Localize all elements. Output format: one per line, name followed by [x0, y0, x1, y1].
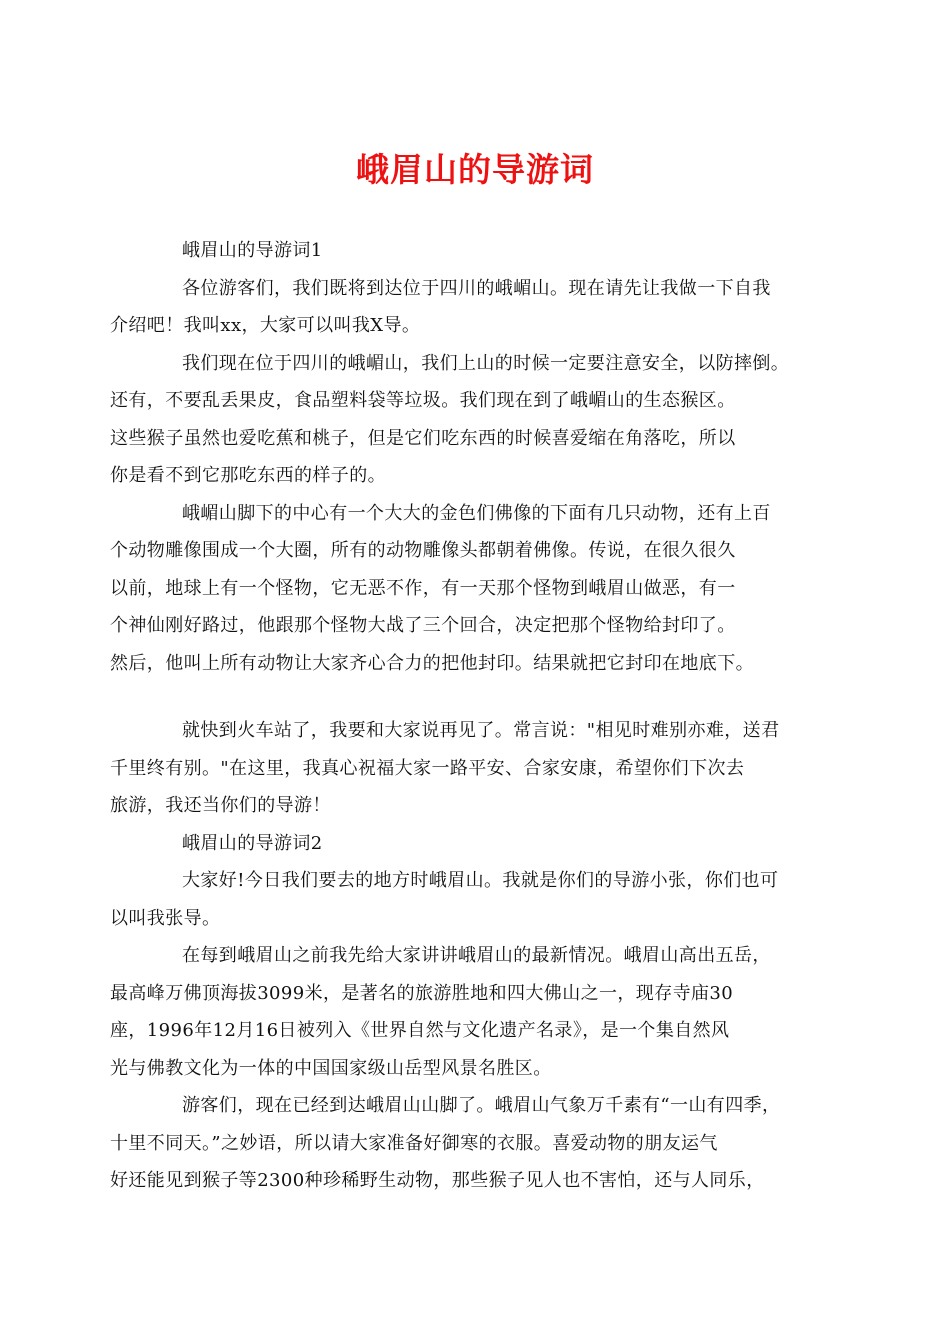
- text-line: 个神仙刚好路过，他跟那个怪物大战了三个回合，决定把那个怪物给封印了。: [110, 615, 736, 636]
- text-line: 还有，不要乱丢果皮，食品塑料袋等垃圾。我们现在到了峨嵋山的生态猴区。: [110, 390, 736, 411]
- paragraph: [110, 862, 826, 937]
- paragraph: [110, 712, 826, 825]
- text-line: 个动物雕像围成一个大圈，所有的动物雕像头都朝着佛像。传说，在很久很久: [110, 540, 736, 561]
- text-line: 在每到峨眉山之前我先给大家讲讲峨眉山的最新情况。峨眉山高出五岳，: [182, 945, 771, 966]
- text-line: 就快到火车站了，我要和大家说再见了。常言说："相见时难别亦难，送君: [182, 720, 780, 741]
- text-line: 座，1996年12月16日被列入《世界自然与文化遗产名录》，是一个集自然风: [110, 1020, 730, 1041]
- text-line: 旅游，我还当你们的导游！: [110, 795, 331, 816]
- text-line: 好还能见到猴子等2300种珍稀野生动物，那些猴子见人也不害怕，还与人同乐，: [110, 1170, 765, 1191]
- section-heading: [146, 825, 826, 863]
- text-line: 然后，他叫上所有动物让大家齐心合力的把他封印。结果就把它封印在地底下。: [110, 652, 754, 674]
- paragraph: [110, 270, 826, 345]
- text-line: 各位游客们，我们既将到达位于四川的峨嵋山。现在请先让我做一下自我: [182, 277, 771, 299]
- text-line: 千里终有别。"在这里，我真心祝福大家一路平安、合家安康，希望你们下次去: [110, 757, 745, 779]
- document-title: 峨眉山的导游词: [356, 150, 594, 189]
- text-line: 大家好!今日我们要去的地方时峨眉山。我就是你们的导游小张，你们也可: [182, 870, 779, 891]
- paragraph: [110, 345, 826, 495]
- paragraph-spacer: [146, 682, 826, 712]
- text-line: 最高峰万佛顶海拔3099米，是著名的旅游胜地和四大佛山之一，现存寺庙30: [110, 982, 734, 1004]
- paragraph: [110, 1087, 826, 1200]
- text-line: 游客们，现在已经到达峨眉山山脚了。峨眉山气象万千素有“一山有四季，: [182, 1095, 781, 1116]
- text-line: 你是看不到它那吃东西的样子的。: [110, 465, 386, 486]
- text-line: 我们现在位于四川的峨嵋山，我们上山的时候一定要注意安全，以防摔倒。: [182, 352, 790, 374]
- text-line: 这些猴子虽然也爱吃蕉和桃子，但是它们吃东西的时候喜爱缩在角落吃，所以: [110, 427, 736, 449]
- paragraph: [110, 495, 826, 683]
- text-line: 以前，地球上有一个怪物，它无恶不作，有一天那个怪物到峨眉山做恶，有一: [110, 577, 736, 599]
- text-line: 介绍吧！我叫xx，大家可以叫我X导。: [110, 315, 421, 336]
- text-line: 峨嵋山脚下的中心有一个大大的金色们佛像的下面有几只动物，还有上百: [182, 502, 771, 524]
- section-heading: [146, 232, 826, 270]
- text-line: 峨眉山的导游词1: [182, 240, 323, 261]
- document-body: [110, 232, 826, 1200]
- text-line: 光与佛教文化为一体的中国国家级山岳型风景名胜区。: [110, 1057, 552, 1079]
- text-line: 以叫我张导。: [110, 907, 221, 929]
- text-line: 十里不同天。”之妙语，所以请大家准备好御寒的衣服。喜爱动物的朋友运气: [110, 1132, 718, 1154]
- paragraph: [110, 937, 826, 1087]
- text-line: 峨眉山的导游词2: [182, 832, 323, 854]
